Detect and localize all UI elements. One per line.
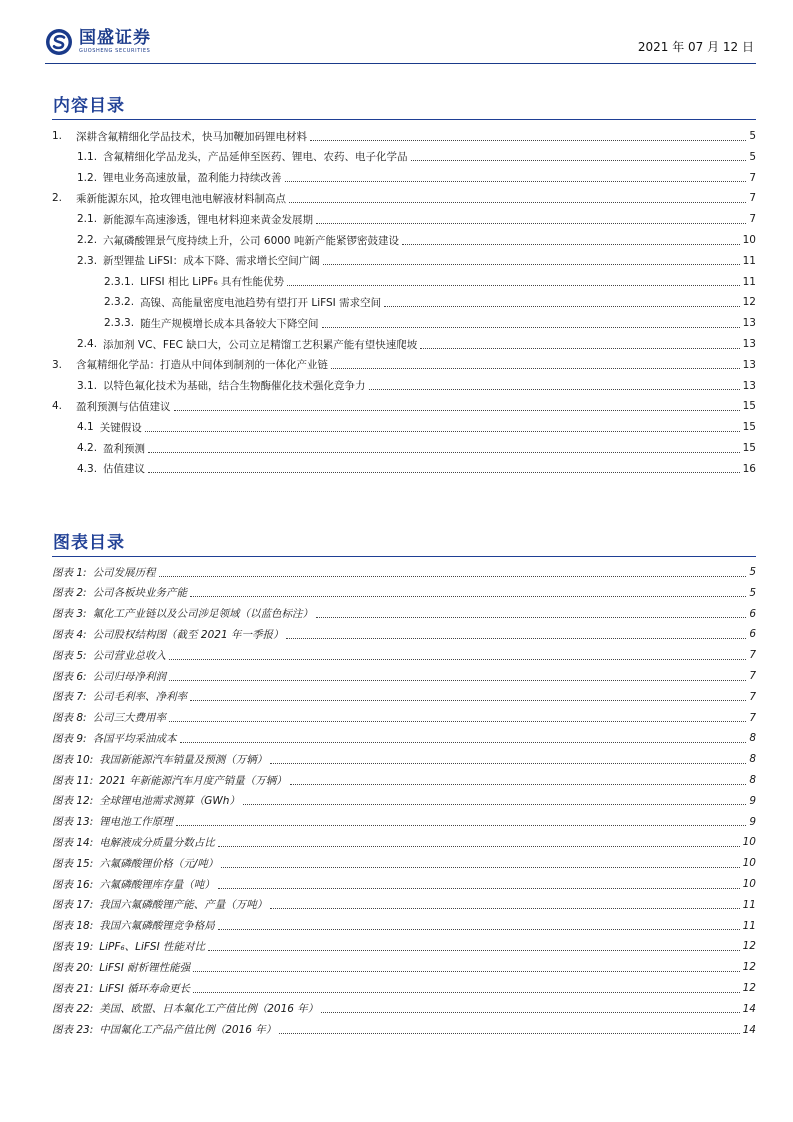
toc-entry-title: 公司营业总收入 <box>92 649 167 662</box>
toc-entry-number: 2.2. <box>77 234 98 246</box>
toc-leader-dots <box>180 742 747 743</box>
toc-leader-dots <box>193 971 739 972</box>
toc-leader-dots <box>411 160 747 161</box>
toc-entry-title: 关键假设 <box>99 421 142 434</box>
toc-entry-page: 15 <box>742 400 756 413</box>
toc-leader-dots <box>287 285 740 286</box>
toc-entry[interactable] <box>52 749 756 769</box>
toc-entry-number: 图表 12: <box>52 795 94 808</box>
toc-entry-page: 15 <box>742 442 756 454</box>
toc-entry[interactable] <box>52 999 756 1019</box>
toc-entry-number: 2.4. <box>77 338 98 350</box>
toc-entry[interactable] <box>52 916 756 936</box>
toc-leader-dots <box>221 867 739 868</box>
toc-entry-number: 图表 13: <box>52 816 94 829</box>
toc-entry-title: 六氟磷酸锂景气度持续上升，公司 6000 吨新产能紧锣密鼓建设 <box>103 234 399 247</box>
toc-entry-number: 图表 17: <box>52 899 94 912</box>
toc-entry-page: 13 <box>742 338 756 350</box>
toc-entry-title: LiPF₆、LiFSI 性能对比 <box>99 940 206 953</box>
toc-entry-page: 14 <box>742 1023 756 1036</box>
toc-entry-title: 我国六氟磷酸锂产能、产量（万吨） <box>99 899 268 912</box>
toc-entry-title: 锂电业务高速放量，盈利能力持续改善 <box>103 172 282 185</box>
toc-leader-dots <box>190 700 746 701</box>
toc-entry[interactable] <box>52 417 756 437</box>
toc-entry-title: 估值建议 <box>103 463 146 476</box>
toc-entry-page: 7 <box>749 649 756 662</box>
toc-entry[interactable] <box>52 770 756 790</box>
toc-entry-page: 14 <box>742 1002 756 1015</box>
toc-leader-dots <box>310 140 746 141</box>
toc-leader-dots <box>218 929 740 930</box>
toc-entry[interactable] <box>52 708 756 728</box>
toc-entry[interactable] <box>52 438 756 458</box>
toc-leader-dots <box>289 202 746 203</box>
toc-entry-number: 图表 15: <box>52 857 94 870</box>
toc-leader-dots <box>148 472 740 473</box>
toc-entry-page: 6 <box>749 607 756 620</box>
figure-toc-rule <box>52 556 756 557</box>
toc-leader-dots <box>190 596 746 597</box>
toc-entry-number: 图表 6: <box>52 670 87 683</box>
toc-entry-title: 六氟磷酸锂库存量（吨） <box>99 878 215 891</box>
toc-entry-page: 13 <box>742 317 756 330</box>
toc-entry-number: 1.1. <box>77 150 98 163</box>
toc-entry-number: 图表 20: <box>52 961 94 974</box>
toc-entry-number: 2.3.2. <box>104 296 135 309</box>
toc-entry[interactable] <box>52 687 756 707</box>
toc-entry-number: 图表 4: <box>52 628 87 641</box>
toc-entry-page: 5 <box>749 566 756 578</box>
toc-entry[interactable] <box>52 812 756 832</box>
toc-entry-title: 锂电池工作原理 <box>99 816 173 829</box>
content-toc-rule <box>52 119 756 120</box>
toc-entry-title: 含氟精细化学品：打造从中间体到制剂的一体化产业链 <box>76 359 329 372</box>
toc-entry-number: 1.2. <box>77 171 98 184</box>
toc-entry-number: 图表 21: <box>52 982 94 995</box>
toc-entry-title: 深耕含氟精细化学品技术，快马加鞭加码锂电材料 <box>76 130 308 143</box>
toc-entry-page: 10 <box>742 836 756 849</box>
toc-entry-page: 8 <box>749 753 756 766</box>
toc-entry-number: 图表 2: <box>52 587 87 600</box>
toc-entry-title: 高镍、高能量密度电池趋势有望打开 LiFSI 需求空间 <box>140 296 382 309</box>
toc-entry[interactable] <box>52 624 756 644</box>
toc-leader-dots <box>384 306 740 307</box>
toc-entry-title: 六氟磷酸锂价格（元/吨） <box>99 857 219 870</box>
toc-entry[interactable] <box>52 230 756 250</box>
toc-entry-title: 美国、欧盟、日本氟化工产值比例（2016 年） <box>99 1003 319 1016</box>
header-divider <box>45 63 756 64</box>
toc-entry-page: 10 <box>742 857 756 870</box>
toc-entry-title: 公司发展历程 <box>92 566 156 579</box>
toc-entry-title: LIFSI 相比 LiPF₆ 具有性能优势 <box>140 276 284 289</box>
toc-entry-title: 以特色氟化技术为基础，结合生物酶催化技术强化竞争力 <box>103 380 366 393</box>
toc-entry-title: 新能源车高速渗透，锂电材料迎来黄金发展期 <box>103 213 314 226</box>
toc-entry[interactable] <box>52 832 756 852</box>
toc-entry-number: 图表 18: <box>52 920 94 933</box>
toc-entry-title: 2021 年新能源汽车月度产销量（万辆） <box>99 774 287 787</box>
toc-entry-page: 12 <box>742 982 756 994</box>
toc-leader-dots <box>218 888 740 889</box>
logo-name-en: GUOSHENG SECURITIES <box>79 48 151 54</box>
toc-entry-title: 公司三大费用率 <box>92 712 167 725</box>
toc-entry-title: 电解液成分质量分数占比 <box>99 836 215 849</box>
toc-entry[interactable] <box>52 376 756 396</box>
toc-entry-number: 图表 14: <box>52 836 94 849</box>
toc-entry-page: 16 <box>742 462 756 475</box>
toc-entry[interactable] <box>52 147 756 167</box>
toc-entry-page: 13 <box>742 358 756 371</box>
toc-entry-title: 各国平均采油成本 <box>92 732 177 745</box>
toc-entry-page: 6 <box>749 628 756 641</box>
toc-leader-dots <box>176 825 747 826</box>
toc-entry-page: 9 <box>749 815 756 828</box>
toc-entry-page: 7 <box>749 670 756 682</box>
toc-entry-page: 13 <box>742 379 756 392</box>
toc-entry[interactable] <box>52 459 756 479</box>
toc-entry-number: 图表 7: <box>52 691 87 704</box>
toc-entry-number: 2.3.1. <box>104 275 135 288</box>
toc-entry-page: 10 <box>742 878 756 890</box>
toc-entry-number: 1. <box>52 130 63 142</box>
toc-entry-number: 图表 11: <box>52 774 94 787</box>
toc-entry-title: 公司归母净利润 <box>92 670 167 683</box>
toc-entry-number: 3. <box>52 358 63 371</box>
toc-entry[interactable] <box>52 209 756 229</box>
toc-leader-dots <box>321 1012 739 1013</box>
toc-entry-page: 5 <box>749 586 756 599</box>
toc-entry[interactable] <box>52 978 756 998</box>
logo-name-cn: 国盛证券 <box>79 28 151 48</box>
toc-entry-title: LiFSI 耐析锂性能强 <box>99 961 191 974</box>
figure-toc-title: 图表目录 <box>53 533 125 553</box>
toc-entry[interactable] <box>52 604 756 624</box>
toc-entry-number: 图表 5: <box>52 649 87 662</box>
toc-leader-dots <box>286 638 746 639</box>
toc-entry-page: 11 <box>742 898 756 911</box>
toc-entry-number: 4.3. <box>77 462 98 475</box>
toc-entry-number: 图表 16: <box>52 878 94 891</box>
toc-entry[interactable] <box>52 396 756 416</box>
toc-leader-dots <box>323 264 740 265</box>
toc-entry-page: 5 <box>749 150 756 163</box>
toc-entry-number: 图表 23: <box>52 1024 94 1037</box>
toc-entry[interactable] <box>52 645 756 665</box>
toc-leader-dots <box>316 223 746 224</box>
toc-leader-dots <box>218 846 740 847</box>
toc-entry[interactable] <box>52 666 756 686</box>
toc-entry-page: 7 <box>749 171 756 184</box>
toc-entry-page: 7 <box>749 213 756 226</box>
toc-leader-dots <box>285 181 747 182</box>
toc-entry-page: 10 <box>742 234 756 246</box>
toc-entry-title: 氟化工产业链以及公司涉足领域（以蓝色标注） <box>92 608 314 621</box>
toc-entry-page: 7 <box>749 711 756 724</box>
toc-leader-dots <box>193 992 739 993</box>
toc-entry-number: 图表 9: <box>52 732 87 745</box>
toc-entry-page: 7 <box>749 192 756 205</box>
toc-leader-dots <box>290 784 747 785</box>
toc-entry-number: 2.3. <box>77 254 98 267</box>
guosheng-logo-icon <box>45 28 73 56</box>
toc-entry-number: 图表 1: <box>52 566 87 579</box>
toc-entry[interactable] <box>52 355 756 375</box>
toc-leader-dots <box>148 452 740 453</box>
toc-entry-page: 11 <box>742 254 756 267</box>
logo <box>45 24 151 60</box>
toc-leader-dots <box>169 721 746 722</box>
toc-entry-page: 12 <box>742 961 756 974</box>
toc-entry[interactable] <box>52 251 756 271</box>
toc-entry-page: 8 <box>749 732 756 745</box>
content-toc-title: 内容目录 <box>53 96 125 116</box>
toc-entry-number: 图表 10: <box>52 753 94 766</box>
toc-entry[interactable] <box>52 126 756 146</box>
toc-entry-page: 9 <box>749 794 756 807</box>
toc-leader-dots <box>322 327 740 328</box>
toc-entry-title: 随生产规模增长成本具备较大下降空间 <box>140 317 319 330</box>
toc-entry[interactable] <box>52 728 756 748</box>
toc-entry-number: 4.2. <box>77 442 98 454</box>
toc-entry[interactable] <box>52 853 756 873</box>
toc-leader-dots <box>369 389 740 390</box>
toc-entry-page: 12 <box>742 940 756 953</box>
toc-entry-title: 盈利预测 <box>103 442 146 455</box>
toc-entry-title: 含氟精细化学品龙头，产品延伸至医药、锂电、农药、电子化学品 <box>103 151 408 164</box>
toc-entry-page: 11 <box>742 919 756 932</box>
toc-entry-number: 2. <box>52 192 63 205</box>
toc-entry-page: 5 <box>749 130 756 142</box>
toc-entry[interactable] <box>52 313 756 333</box>
toc-entry-title: 公司毛利率、净利率 <box>92 691 188 704</box>
toc-leader-dots <box>159 576 747 577</box>
toc-leader-dots <box>316 617 746 618</box>
toc-entry[interactable] <box>52 874 756 894</box>
toc-entry-title: 乘新能源东风，抢攻锂电池电解液材料制高点 <box>76 192 287 205</box>
toc-entry[interactable] <box>52 957 756 977</box>
toc-entry-number: 图表 19: <box>52 940 94 953</box>
toc-leader-dots <box>174 410 740 411</box>
toc-entry-page: 11 <box>742 275 756 288</box>
toc-entry[interactable] <box>52 562 756 582</box>
toc-leader-dots <box>208 950 740 951</box>
toc-entry-number: 3.1. <box>77 379 98 392</box>
toc-entry-title: 添加剂 VC、FEC 缺口大，公司立足精馏工艺积累产能有望快速爬坡 <box>103 338 418 351</box>
toc-entry-number: 图表 3: <box>52 608 87 621</box>
toc-entry-title: LiFSI 循环寿命更长 <box>99 982 191 995</box>
toc-entry-title: 盈利预测与估值建议 <box>76 400 171 413</box>
toc-entry[interactable] <box>52 292 756 312</box>
toc-leader-dots <box>243 804 746 805</box>
toc-entry-title: 我国新能源汽车销量及预测（万辆） <box>99 753 268 766</box>
toc-leader-dots <box>270 763 746 764</box>
toc-entry-title: 全球锂电池需求测算（GWh） <box>99 795 240 808</box>
toc-entry-number: 4. <box>52 400 63 413</box>
toc-leader-dots <box>145 431 740 432</box>
toc-entry[interactable] <box>52 936 756 956</box>
toc-entry-title: 新型锂盐 LiFSI：成本下降、需求增长空间广阔 <box>103 255 320 268</box>
toc-entry-title: 公司股权结构图（截至 2021 年一季报） <box>92 628 284 641</box>
toc-leader-dots <box>270 908 739 909</box>
toc-entry-page: 8 <box>749 774 756 786</box>
toc-entry[interactable] <box>52 791 756 811</box>
toc-leader-dots <box>331 368 740 369</box>
toc-entry-title: 中国氟化工产品产值比例（2016 年） <box>99 1024 277 1037</box>
toc-entry-title: 我国六氟磷酸锂竞争格局 <box>99 920 215 933</box>
toc-leader-dots <box>420 348 739 349</box>
toc-leader-dots <box>169 659 746 660</box>
toc-leader-dots <box>169 680 746 681</box>
toc-entry-number: 图表 8: <box>52 712 87 725</box>
toc-entry-number: 4.1 <box>77 421 94 434</box>
toc-entry[interactable] <box>52 583 756 603</box>
toc-entry[interactable] <box>52 334 756 354</box>
toc-entry-title: 公司各板块业务产能 <box>92 587 188 600</box>
toc-entry[interactable] <box>52 168 756 188</box>
toc-entry-number: 2.1. <box>77 213 98 226</box>
toc-entry[interactable] <box>52 272 756 292</box>
toc-entry-page: 7 <box>749 690 756 703</box>
page-header <box>45 24 756 62</box>
toc-entry-number: 2.3.3. <box>104 317 135 330</box>
toc-entry-page: 12 <box>742 296 756 309</box>
toc-entry[interactable] <box>52 188 756 208</box>
toc-leader-dots <box>279 1033 739 1034</box>
toc-leader-dots <box>402 244 740 245</box>
report-date: 2021 年 07 月 12 日 <box>637 40 754 54</box>
toc-entry[interactable] <box>52 895 756 915</box>
toc-entry-page: 15 <box>742 421 756 434</box>
toc-entry-number: 图表 22: <box>52 1003 94 1016</box>
toc-entry[interactable] <box>52 1020 756 1040</box>
